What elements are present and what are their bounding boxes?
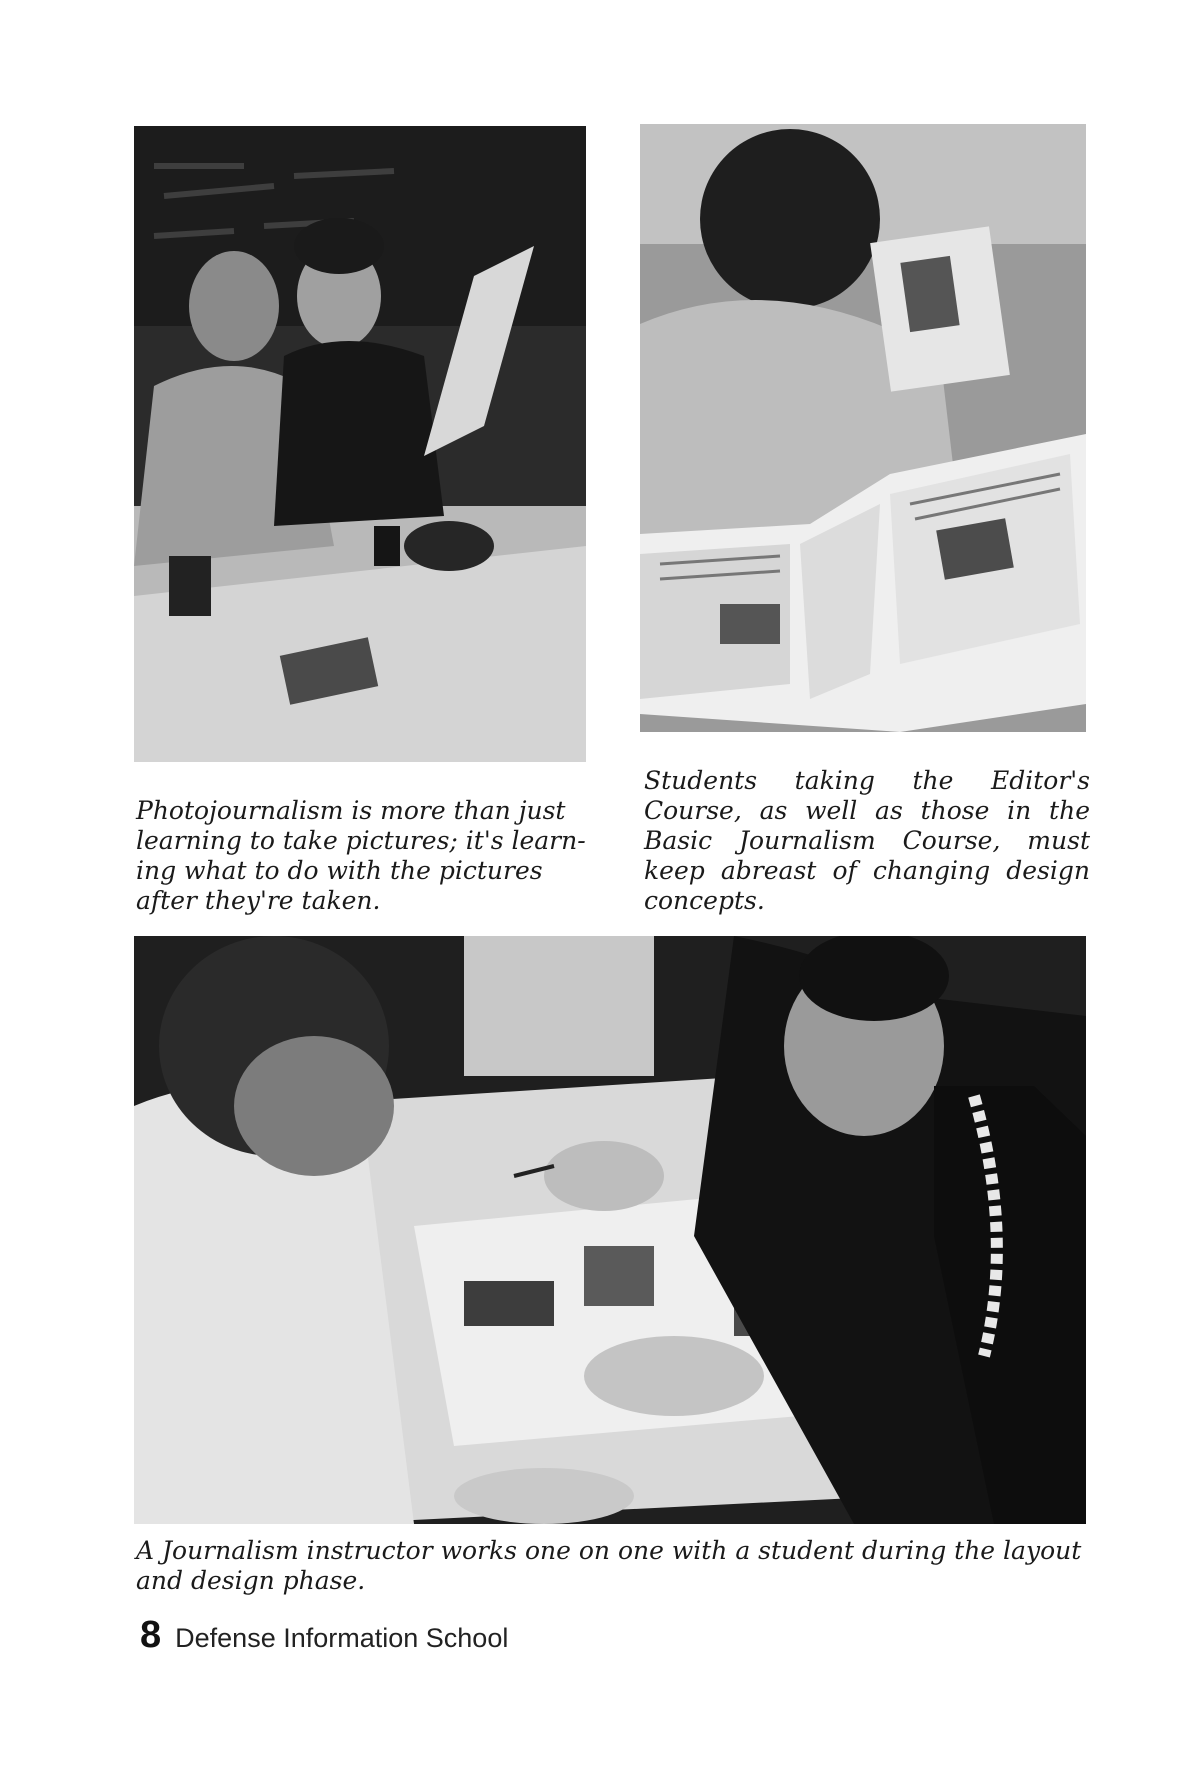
photo-instructor-with-student xyxy=(134,936,1086,1524)
caption-line: after they're taken. xyxy=(136,886,381,915)
photo-students-photojournalism xyxy=(134,126,586,762)
caption-line: Students taking the Editor's xyxy=(644,766,1090,795)
caption-line: Basic Journalism Course, must xyxy=(644,826,1090,855)
caption-instructor xyxy=(136,1536,1086,1596)
photo-instructor-with-student-image xyxy=(134,936,1086,1524)
caption-line: learning to take pictures; it's learn- xyxy=(136,826,586,855)
photo-student-design-binder xyxy=(640,124,1086,732)
caption-line: Course, as well as those in the xyxy=(644,796,1090,825)
caption-line: keep abreast of changing design xyxy=(644,856,1090,885)
caption-line: concepts. xyxy=(644,886,765,915)
photo-students-photojournalism-image xyxy=(134,126,586,762)
page-footer xyxy=(140,1614,508,1657)
caption-editors-course xyxy=(644,766,1090,916)
caption-photojournalism xyxy=(136,796,586,916)
publication-title: Defense Information School xyxy=(175,1623,509,1653)
photo-student-design-binder-image xyxy=(640,124,1086,732)
page-number: 8 xyxy=(140,1614,162,1656)
caption-line: Photojournalism is more than just xyxy=(136,796,566,825)
caption-line: A Journalism instructor works one on one with a student during the layout xyxy=(136,1536,1082,1565)
caption-line: and design phase. xyxy=(136,1566,366,1595)
caption-line: ing what to do with the pictures xyxy=(136,856,543,885)
